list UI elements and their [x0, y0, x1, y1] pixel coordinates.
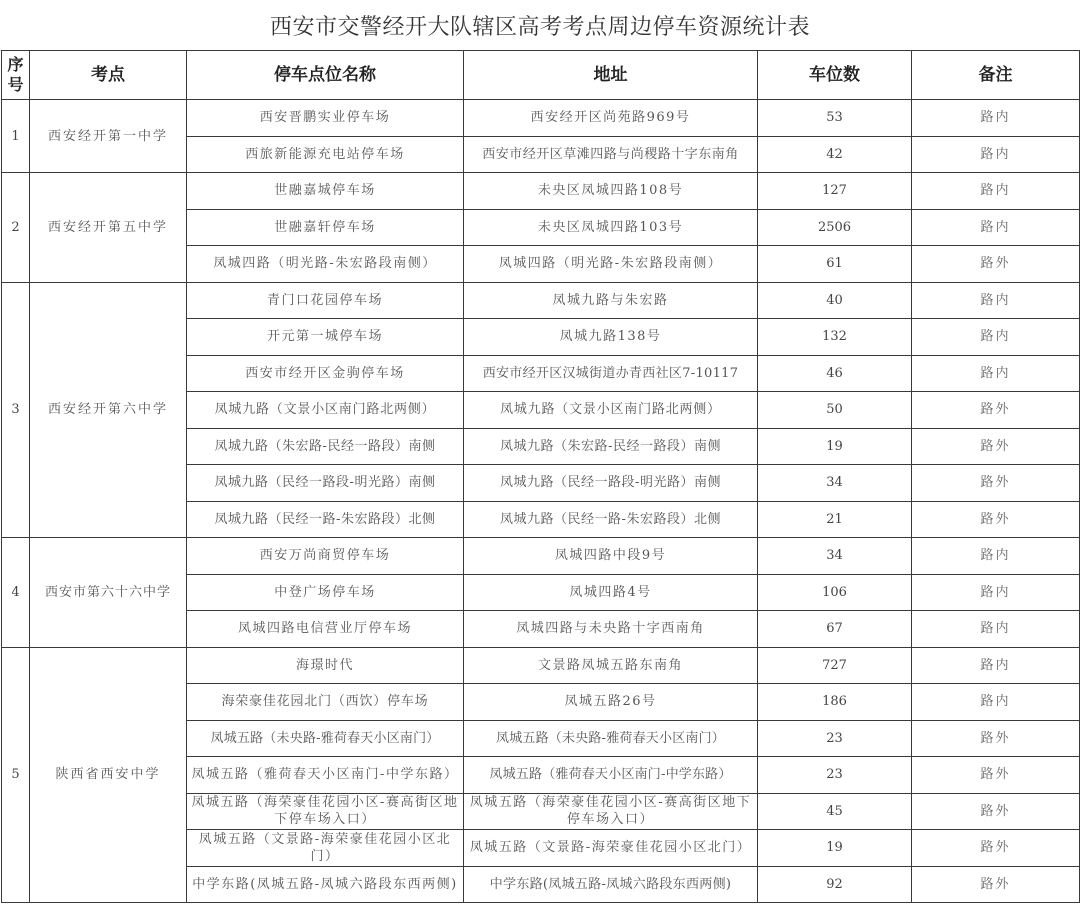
spaces-cell: 67	[758, 611, 912, 648]
exam-site-cell: 西安经开第六中学	[30, 282, 187, 538]
parking-name-cell: 开元第一城停车场	[187, 319, 464, 356]
table-row	[2, 173, 1080, 210]
address-cell: 凤城四路4号	[464, 574, 758, 611]
parking-name-cell: 凤城九路（民经一路-朱宏路段）北侧	[187, 501, 464, 538]
parking-name-cell: 西安万尚商贸停车场	[187, 538, 464, 575]
spaces-cell: 46	[758, 355, 912, 392]
spaces-cell: 53	[758, 100, 912, 137]
note-cell: 路内	[912, 282, 1080, 319]
note-cell: 路内	[912, 684, 1080, 721]
spaces-cell: 45	[758, 793, 912, 830]
parking-table	[1, 50, 1080, 903]
header-seq: 序号	[2, 51, 30, 100]
parking-name-cell: 凤城四路电信营业厅停车场	[187, 611, 464, 648]
spaces-cell: 42	[758, 136, 912, 173]
note-cell: 路外	[912, 428, 1080, 465]
seq-cell: 2	[2, 173, 30, 283]
address-cell: 凤城五路（雅荷春天小区南门-中学东路）	[464, 757, 758, 794]
spaces-cell: 186	[758, 684, 912, 721]
note-cell: 路内	[912, 209, 1080, 246]
parking-name-cell: 凤城五路（文景路-海荣豪佳花园小区北门）	[187, 830, 464, 867]
spaces-cell: 34	[758, 538, 912, 575]
address-cell: 凤城五路（文景路-海荣豪佳花园小区北门）	[464, 830, 758, 867]
parking-name-cell: 海荣豪佳花园北门（西饮）停车场	[187, 684, 464, 721]
parking-name-cell: 凤城五路（雅荷春天小区南门-中学东路）	[187, 757, 464, 794]
address-cell: 凤城四路中段9号	[464, 538, 758, 575]
address-cell: 凤城四路（明光路-朱宏路段南侧）	[464, 246, 758, 283]
address-cell: 凤城九路（朱宏路-民经一路段）南侧	[464, 428, 758, 465]
parking-name-cell: 西安市经开区金驹停车场	[187, 355, 464, 392]
seq-cell: 4	[2, 538, 30, 648]
address-cell: 西安经开区尚苑路969号	[464, 100, 758, 137]
spaces-cell: 61	[758, 246, 912, 283]
note-cell: 路内	[912, 647, 1080, 684]
parking-name-cell: 凤城五路（海荣豪佳花园小区-赛高街区地下停车场入口）	[187, 793, 464, 830]
header-address: 地址	[464, 51, 758, 100]
exam-site-cell: 陕西省西安中学	[30, 647, 187, 903]
spaces-cell: 727	[758, 647, 912, 684]
header-parking-name: 停车点位名称	[187, 51, 464, 100]
address-cell: 文景路凤城五路东南角	[464, 647, 758, 684]
address-cell: 西安市经开区草滩四路与尚稷路十字东南角	[464, 136, 758, 173]
spaces-cell: 19	[758, 830, 912, 867]
note-cell: 路外	[912, 501, 1080, 538]
address-cell: 西安市经开区汉城街道办青西社区7-10117	[464, 355, 758, 392]
header-spaces: 车位数	[758, 51, 912, 100]
parking-name-cell: 青门口花园停车场	[187, 282, 464, 319]
header-exam-site: 考点	[30, 51, 187, 100]
spaces-cell: 132	[758, 319, 912, 356]
note-cell: 路内	[912, 319, 1080, 356]
spaces-cell: 21	[758, 501, 912, 538]
spaces-cell: 19	[758, 428, 912, 465]
address-cell: 凤城四路与未央路十字西南角	[464, 611, 758, 648]
table-row	[2, 100, 1080, 137]
seq-cell: 1	[2, 100, 30, 173]
note-cell: 路外	[912, 866, 1080, 903]
document-title: 西安市交警经开大队辖区高考考点周边停车资源统计表	[0, 0, 1080, 51]
spaces-cell: 50	[758, 392, 912, 429]
note-cell: 路内	[912, 355, 1080, 392]
parking-name-cell: 凤城九路（朱宏路-民经一路段）南侧	[187, 428, 464, 465]
spaces-cell: 23	[758, 757, 912, 794]
note-cell: 路外	[912, 793, 1080, 830]
parking-name-cell: 西旅新能源充电站停车场	[187, 136, 464, 173]
seq-cell: 3	[2, 282, 30, 538]
note-cell: 路内	[912, 538, 1080, 575]
address-cell: 凤城五路（海荣豪佳花园小区-赛高街区地下停车场入口）	[464, 793, 758, 830]
table-row	[2, 647, 1080, 684]
table-row	[2, 282, 1080, 319]
address-cell: 中学东路(凤城五路-凤城六路段东西两侧)	[464, 866, 758, 903]
note-cell: 路内	[912, 100, 1080, 137]
note-cell: 路内	[912, 574, 1080, 611]
spaces-cell: 106	[758, 574, 912, 611]
spaces-cell: 34	[758, 465, 912, 502]
note-cell: 路内	[912, 136, 1080, 173]
exam-site-cell: 西安市第六十六中学	[30, 538, 187, 648]
address-cell: 未央区凤城四路108号	[464, 173, 758, 210]
parking-name-cell: 凤城五路（未央路-雅荷春天小区南门）	[187, 720, 464, 757]
note-cell: 路外	[912, 465, 1080, 502]
parking-name-cell: 凤城四路（明光路-朱宏路段南侧）	[187, 246, 464, 283]
note-cell: 路外	[912, 246, 1080, 283]
spaces-cell: 127	[758, 173, 912, 210]
parking-name-cell: 世融嘉轩停车场	[187, 209, 464, 246]
parking-name-cell: 海璟时代	[187, 647, 464, 684]
address-cell: 凤城五路（未央路-雅荷春天小区南门）	[464, 720, 758, 757]
spaces-cell: 2506	[758, 209, 912, 246]
parking-name-cell: 中学东路(凤城五路-凤城六路段东西两侧)	[187, 866, 464, 903]
parking-name-cell: 西安晋鹏实业停车场	[187, 100, 464, 137]
note-cell: 路外	[912, 830, 1080, 867]
exam-site-cell: 西安经开第一中学	[30, 100, 187, 173]
address-cell: 凤城九路（民经一路段-明光路）南侧	[464, 465, 758, 502]
parking-name-cell: 凤城九路（民经一路段-明光路）南侧	[187, 465, 464, 502]
parking-name-cell: 凤城九路（文景小区南门路北两侧）	[187, 392, 464, 429]
note-cell: 路外	[912, 757, 1080, 794]
table-header-row	[2, 51, 1080, 100]
spaces-cell: 40	[758, 282, 912, 319]
parking-name-cell: 世融嘉城停车场	[187, 173, 464, 210]
seq-cell: 5	[2, 647, 30, 903]
parking-name-cell: 中登广场停车场	[187, 574, 464, 611]
address-cell: 凤城五路26号	[464, 684, 758, 721]
note-cell: 路外	[912, 392, 1080, 429]
table-row	[2, 538, 1080, 575]
exam-site-cell: 西安经开第五中学	[30, 173, 187, 283]
address-cell: 凤城九路（民经一路-朱宏路段）北侧	[464, 501, 758, 538]
address-cell: 凤城九路与朱宏路	[464, 282, 758, 319]
note-cell: 路内	[912, 611, 1080, 648]
spaces-cell: 92	[758, 866, 912, 903]
note-cell: 路内	[912, 173, 1080, 210]
address-cell: 未央区凤城四路103号	[464, 209, 758, 246]
address-cell: 凤城九路（文景小区南门路北两侧）	[464, 392, 758, 429]
note-cell: 路外	[912, 720, 1080, 757]
header-note: 备注	[912, 51, 1080, 100]
address-cell: 凤城九路138号	[464, 319, 758, 356]
spaces-cell: 23	[758, 720, 912, 757]
